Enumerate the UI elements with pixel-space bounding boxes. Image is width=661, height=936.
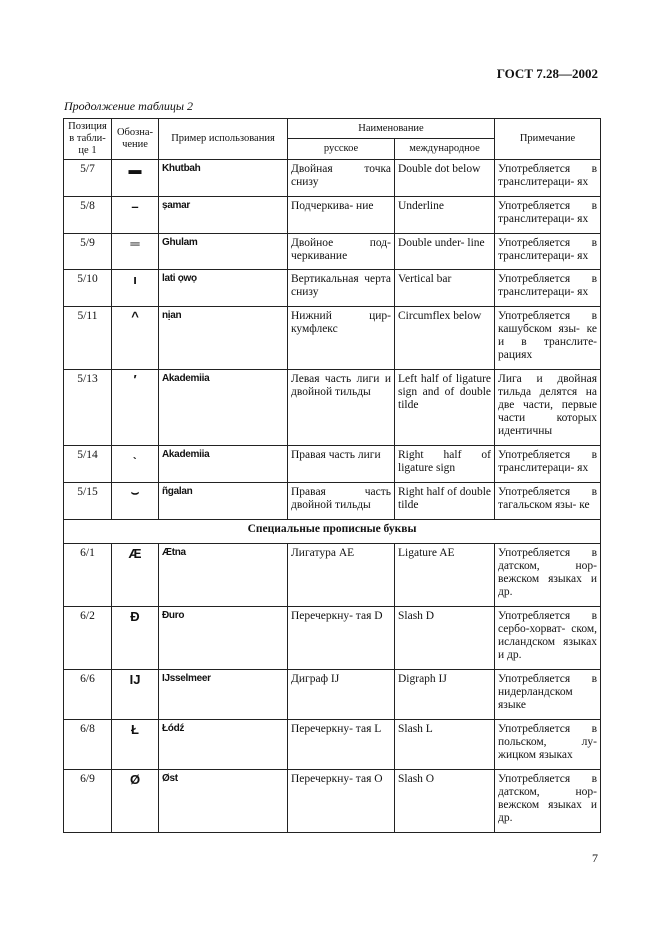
cell-example: Akademiia: [159, 370, 288, 446]
cell-position: 6/6: [64, 670, 112, 720]
cell-example: Ghulam: [159, 233, 288, 270]
cell-position: 5/9: [64, 233, 112, 270]
cell-note: Употребляется в сербо-хорват- ском, исландском языках и др.: [495, 607, 601, 670]
cell-symbol: ˴: [112, 446, 159, 483]
cell-position: 5/13: [64, 370, 112, 446]
cell-russian-name: Левая часть лиги и двойной тильды: [288, 370, 395, 446]
cell-note: Употребляется в тагальском язы- ке: [495, 483, 601, 520]
header-note: Примечание: [495, 119, 601, 160]
cell-symbol: ═: [112, 233, 159, 270]
cell-position: 6/9: [64, 770, 112, 833]
cell-note: Употребляется в кашубском язы- ке и в транслите- рациях: [495, 307, 601, 370]
cell-note: Употребляется в транслитераци- ях: [495, 233, 601, 270]
cell-example: Łódź: [159, 720, 288, 770]
cell-symbol: IJ: [112, 670, 159, 720]
header-name: Наименование: [288, 119, 495, 139]
header-symbol: Обозна- чение: [112, 119, 159, 160]
table-row: [64, 770, 601, 833]
table-row: [64, 483, 601, 520]
cell-symbol: Æ: [112, 544, 159, 607]
table-row: [64, 544, 601, 607]
cell-russian-name: Нижний цир- кумфлекс: [288, 307, 395, 370]
cell-symbol: Ø: [112, 770, 159, 833]
cell-position: 6/1: [64, 544, 112, 607]
table-row: [64, 370, 601, 446]
table-body-capitals: [64, 544, 601, 833]
cell-international-name: Digraph IJ: [395, 670, 495, 720]
table-header: [64, 119, 601, 160]
cell-international-name: Double dot below: [395, 159, 495, 196]
cell-russian-name: Лигатура АЕ: [288, 544, 395, 607]
cell-russian-name: Диграф IJ: [288, 670, 395, 720]
cell-international-name: Right half of double tilde: [395, 483, 495, 520]
cell-position: 5/15: [64, 483, 112, 520]
page-number: 7: [592, 851, 598, 865]
cell-russian-name: Двойное под- черкивание: [288, 233, 395, 270]
cell-international-name: Ligature AE: [395, 544, 495, 607]
cell-note: Лига и двойная тильда делятся на две части, первые части которых идентичны: [495, 370, 601, 446]
header-international: международное: [395, 139, 495, 159]
cell-note: Употребляется в транслитераци- ях: [495, 196, 601, 233]
cell-position: 5/11: [64, 307, 112, 370]
table-row: [64, 233, 601, 270]
table-row: [64, 196, 601, 233]
cell-example: lati ọwọ: [159, 270, 288, 307]
table-body-diacritics: [64, 159, 601, 520]
cell-symbol: ı: [112, 270, 159, 307]
section-title: Специальные прописные буквы: [64, 520, 601, 544]
cell-international-name: Vertical bar: [395, 270, 495, 307]
table-row: [64, 607, 601, 670]
cell-international-name: Double under- line: [395, 233, 495, 270]
cell-note: Употребляется в транслитераци- ях: [495, 446, 601, 483]
cell-example: Øst: [159, 770, 288, 833]
cell-international-name: Underline: [395, 196, 495, 233]
cell-russian-name: Перечеркну- тая D: [288, 607, 395, 670]
cell-russian-name: Подчеркива- ние: [288, 196, 395, 233]
table-row: [64, 720, 601, 770]
cell-example: IJsselmeer: [159, 670, 288, 720]
cell-example: ṣamar: [159, 196, 288, 233]
cell-international-name: Slash L: [395, 720, 495, 770]
cell-example: nịan: [159, 307, 288, 370]
cell-international-name: Circumflex below: [395, 307, 495, 370]
cell-position: 5/14: [64, 446, 112, 483]
cell-note: Употребляется в транслитераци- ях: [495, 159, 601, 196]
document-header: ГОСТ 7.28—2002: [496, 66, 598, 81]
cell-position: 5/10: [64, 270, 112, 307]
cell-russian-name: Двойная точка снизу: [288, 159, 395, 196]
cell-international-name: Slash O: [395, 770, 495, 833]
cell-international-name: Right half of ligature sign: [395, 446, 495, 483]
table-row: [64, 307, 601, 370]
cell-symbol: Đ: [112, 607, 159, 670]
table-section: [64, 520, 601, 544]
cell-note: Употребляется в нидерландском языке: [495, 670, 601, 720]
cell-symbol: ▬: [112, 159, 159, 196]
cell-russian-name: Правая часть двойной тильды: [288, 483, 395, 520]
cell-example: Ætna: [159, 544, 288, 607]
cell-symbol: ′: [112, 370, 159, 446]
table-row: [64, 446, 601, 483]
cell-symbol: ^: [112, 307, 159, 370]
cell-example: Akademiia: [159, 446, 288, 483]
cell-note: Употребляется в датском, нор- вежском языках и др.: [495, 770, 601, 833]
cell-position: 5/7: [64, 159, 112, 196]
cell-russian-name: Правая часть лиги: [288, 446, 395, 483]
cell-example: Khutbah: [159, 159, 288, 196]
cell-symbol: Ł: [112, 720, 159, 770]
cell-example: Đuro: [159, 607, 288, 670]
symbols-table: [63, 118, 601, 833]
table-caption: Продолжение таблицы 2: [64, 99, 194, 113]
header-russian: русское: [288, 139, 395, 159]
cell-position: 5/8: [64, 196, 112, 233]
header-example: Пример использования: [159, 119, 288, 160]
cell-note: Употребляется в транслитераци- ях: [495, 270, 601, 307]
cell-symbol: –: [112, 196, 159, 233]
cell-note: Употребляется в датском, нор- вежском языках и др.: [495, 544, 601, 607]
cell-symbol: ⌣: [112, 483, 159, 520]
cell-example: ñgalan: [159, 483, 288, 520]
cell-international-name: Slash D: [395, 607, 495, 670]
table-row: [64, 270, 601, 307]
cell-russian-name: Перечеркну- тая L: [288, 720, 395, 770]
cell-position: 6/2: [64, 607, 112, 670]
cell-russian-name: Вертикальная черта снизу: [288, 270, 395, 307]
cell-position: 6/8: [64, 720, 112, 770]
cell-russian-name: Перечеркну- тая О: [288, 770, 395, 833]
cell-international-name: Left half of ligature sign and of double tilde: [395, 370, 495, 446]
header-position: Позиция в табли- це 1: [64, 119, 112, 160]
table-row: [64, 159, 601, 196]
table-row: [64, 670, 601, 720]
cell-note: Употребляется в польском, лу- жицком языках: [495, 720, 601, 770]
